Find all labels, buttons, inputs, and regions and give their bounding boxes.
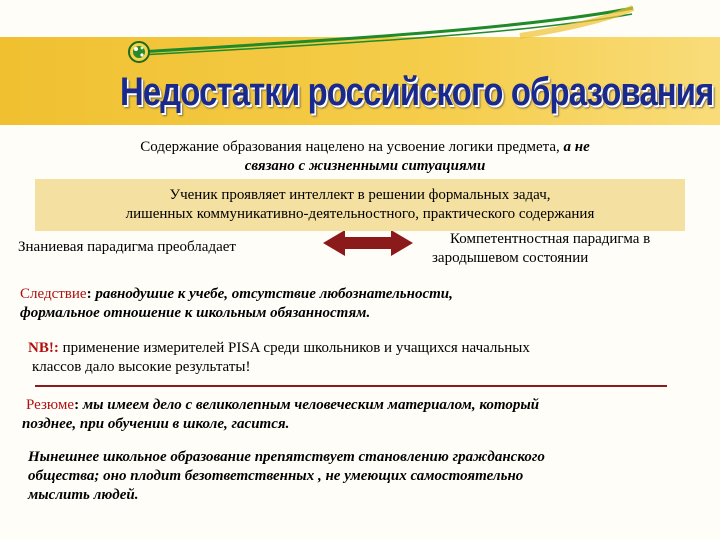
- para1-italic: а не: [563, 139, 590, 155]
- competence-line2: зародышевом состоянии: [432, 250, 589, 266]
- consequence-label: Следствие: [20, 286, 87, 302]
- green-circle-icon: [129, 42, 149, 62]
- resume-colon: :: [74, 397, 80, 413]
- nb-line1: применение измерителей PISA среди школьников и учащихся начальных: [58, 340, 530, 356]
- consequence-line1: равнодушие к учебе, отсутствие любознательности,: [91, 286, 453, 302]
- para1-line2: связано с жизненными ситуациями: [244, 158, 486, 174]
- resume-paragraph: [22, 396, 712, 434]
- para1-text: Содержание образования нацелено на усвоение логики предмета,: [140, 139, 564, 155]
- formal-tasks-paragraph: [35, 186, 685, 224]
- nb-label: NB!:: [28, 340, 59, 356]
- consequence-paragraph: [20, 285, 710, 323]
- resume-line2: позднее, при обучении в школе, гасится.: [22, 416, 290, 432]
- nb-line2: классов дало высокие результаты!: [32, 359, 251, 375]
- box-line2: лишенных коммуникативно-деятельностного, практического содержания: [125, 206, 595, 222]
- consequence-line2: формальное отношение к школьным обязанностям.: [20, 305, 371, 321]
- consequence-colon: :: [86, 286, 92, 302]
- divider-line: [35, 385, 667, 387]
- double-arrow-icon: [323, 230, 413, 256]
- final-line3: мыслить людей.: [28, 487, 139, 503]
- page-title: Недостатки российского образования: [120, 70, 714, 114]
- final-line1: Нынешнее школьное образование препятствует становлению гражданского: [28, 449, 545, 465]
- resume-line1: мы имеем дело с великолепным человеческим материалом, который: [79, 397, 540, 413]
- competence-paradigm: [420, 230, 720, 268]
- competence-line1: Компетентностная парадигма в: [450, 231, 651, 247]
- content-goal-paragraph: [70, 138, 660, 176]
- nb-paragraph: [28, 339, 708, 377]
- knowledge-paradigm: Знаниевая парадигма преобладает: [18, 239, 236, 255]
- box-line1: Ученик проявляет интеллект в решении формальных задач,: [169, 187, 551, 203]
- final-paragraph: [28, 448, 718, 505]
- resume-label: Резюме: [26, 397, 75, 413]
- final-line2: общества; оно плодит безответственных , не умеющих самостоятельно: [28, 468, 524, 484]
